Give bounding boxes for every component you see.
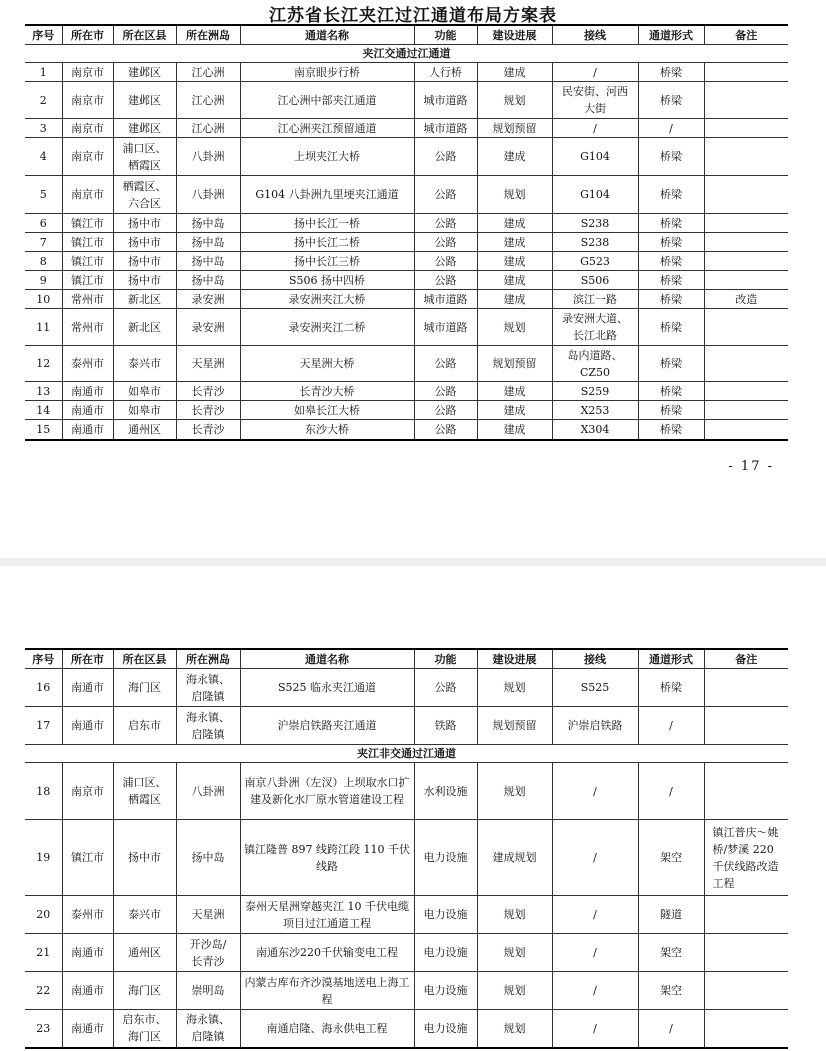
table-row — [25, 252, 788, 271]
table-cell: 天星洲大桥 — [240, 346, 414, 382]
table-cell: 录安洲 — [176, 309, 240, 346]
table-cell: 南京八卦洲（左汊）上坝取水口扩建及新化水厂原水管道建设工程 — [240, 763, 414, 820]
table-cell: 桥梁 — [638, 214, 704, 233]
table-cell: S506 扬中四桥 — [240, 271, 414, 290]
column-header: 建设进展 — [477, 649, 552, 669]
table-cell: 建邺区 — [113, 63, 176, 82]
table-cell — [704, 707, 788, 745]
table-cell: 桥梁 — [638, 669, 704, 707]
table-cell: 公路 — [414, 382, 477, 401]
column-header: 通道形式 — [638, 649, 704, 669]
table-cell — [704, 669, 788, 707]
table-cell: 录安洲夹江大桥 — [240, 290, 414, 309]
table-cell: 如皋市 — [113, 382, 176, 401]
column-header: 备注 — [704, 649, 788, 669]
table-cell: 17 — [25, 707, 62, 745]
table-cell: 江心洲 — [176, 119, 240, 138]
table-cell: 八卦洲 — [176, 176, 240, 214]
table-row — [25, 1010, 788, 1048]
table-cell: S238 — [552, 214, 638, 233]
table-row — [25, 271, 788, 290]
table-cell: 长青沙大桥 — [240, 382, 414, 401]
table-cell: 4 — [25, 138, 62, 176]
table-cell — [704, 63, 788, 82]
section-row — [25, 745, 788, 763]
table-cell: 南通市 — [62, 382, 113, 401]
table-cell — [704, 176, 788, 214]
table-cell: / — [552, 1010, 638, 1048]
table-row — [25, 420, 788, 440]
table-cell — [704, 233, 788, 252]
table-cell: 规划 — [477, 896, 552, 934]
table-cell: 崇明岛 — [176, 972, 240, 1010]
table-cell — [704, 401, 788, 420]
table-cell — [704, 934, 788, 972]
table-cell: 海门区 — [113, 972, 176, 1010]
table-cell: 江心洲中部夹江通道 — [240, 82, 414, 119]
table-cell: 扬中岛 — [176, 214, 240, 233]
table-cell: 镇江市 — [62, 820, 113, 896]
table-cell: 江心洲 — [176, 82, 240, 119]
table-cell: 桥梁 — [638, 233, 704, 252]
table-cell: 规划 — [477, 1010, 552, 1048]
table-cell: 公路 — [414, 138, 477, 176]
table-cell: 1 — [25, 63, 62, 82]
table-cell: 10 — [25, 290, 62, 309]
table-cell — [704, 972, 788, 1010]
column-header: 建设进展 — [477, 25, 552, 45]
table-cell: 桥梁 — [638, 290, 704, 309]
table-cell: 启东市、海门区 — [113, 1010, 176, 1048]
section-title: 夹江非交通过江通道 — [25, 745, 788, 763]
table-cell: G104 — [552, 176, 638, 214]
table-cell: 铁路 — [414, 707, 477, 745]
table-cell: 人行桥 — [414, 63, 477, 82]
table-cell — [704, 382, 788, 401]
table-cell: 内蒙古库布齐沙漠基地送电上海工程 — [240, 972, 414, 1010]
table-cell: 新北区 — [113, 290, 176, 309]
table-cell: 规划 — [477, 972, 552, 1010]
table-cell: 公路 — [414, 669, 477, 707]
table-cell: 公路 — [414, 233, 477, 252]
table-cell: G523 — [552, 252, 638, 271]
table-cell: 通州区 — [113, 420, 176, 440]
table-cell: 录安洲 — [176, 290, 240, 309]
table-cell: 架空 — [638, 820, 704, 896]
table-cell: 建成 — [477, 63, 552, 82]
table-cell: 扬中市 — [113, 820, 176, 896]
table-row — [25, 763, 788, 820]
table-row — [25, 119, 788, 138]
table-cell: 2 — [25, 82, 62, 119]
table-cell: 栖霞区、六合区 — [113, 176, 176, 214]
table-cell: 海门区 — [113, 669, 176, 707]
table-cell: 建成 — [477, 290, 552, 309]
table-cell: 桥梁 — [638, 346, 704, 382]
table-cell: 南京市 — [62, 63, 113, 82]
table-cell: 扬中长江二桥 — [240, 233, 414, 252]
table-cell — [704, 214, 788, 233]
table-cell: 扬中市 — [113, 271, 176, 290]
table-cell: 民安街、河西大街 — [552, 82, 638, 119]
table-cell: / — [552, 63, 638, 82]
table-row — [25, 896, 788, 934]
table-cell: 长青沙 — [176, 420, 240, 440]
table-cell: 公路 — [414, 401, 477, 420]
table-cell: 八卦洲 — [176, 138, 240, 176]
table-cell: 桥梁 — [638, 176, 704, 214]
table-cell: / — [638, 119, 704, 138]
table-cell: 镇江市 — [62, 271, 113, 290]
column-header: 所在区县 — [113, 649, 176, 669]
table-cell: 启东市 — [113, 707, 176, 745]
table-cell: 建邺区 — [113, 82, 176, 119]
table-cell: 泰兴市 — [113, 346, 176, 382]
table-cell: G104 — [552, 138, 638, 176]
table-cell: / — [638, 763, 704, 820]
table-cell: 通州区 — [113, 934, 176, 972]
table-cell: 八卦洲 — [176, 763, 240, 820]
table-cell: 架空 — [638, 934, 704, 972]
table-cell: S525 临永夹江通道 — [240, 669, 414, 707]
table-cell: 桥梁 — [638, 82, 704, 119]
table-cell — [704, 252, 788, 271]
table-cell: 上坝夹江大桥 — [240, 138, 414, 176]
table-cell: 架空 — [638, 972, 704, 1010]
table-cell: 11 — [25, 309, 62, 346]
table-cell: 扬中长江三桥 — [240, 252, 414, 271]
table-cell: 电力设施 — [414, 934, 477, 972]
table-cell: 南通市 — [62, 669, 113, 707]
table-cell: 规划 — [477, 669, 552, 707]
table-cell: 镇江普庆～姚桥/梦溪 220 千伏线路改造工程 — [704, 820, 788, 896]
table-cell: 海永镇、启隆镇 — [176, 669, 240, 707]
table-cell: 南通市 — [62, 1010, 113, 1048]
table-cell: 浦口区、栖霞区 — [113, 763, 176, 820]
table-cell: / — [552, 934, 638, 972]
table-row — [25, 669, 788, 707]
table-row — [25, 401, 788, 420]
table-cell: 江心洲夹江预留通道 — [240, 119, 414, 138]
column-header: 所在市 — [62, 25, 113, 45]
table-cell: 改造 — [704, 290, 788, 309]
table-cell: 规划 — [477, 763, 552, 820]
table-cell: 电力设施 — [414, 820, 477, 896]
table-cell: S238 — [552, 233, 638, 252]
table-cell: / — [552, 972, 638, 1010]
table-cell: 22 — [25, 972, 62, 1010]
table-cell: 规划预留 — [477, 707, 552, 745]
table-cell: 隧道 — [638, 896, 704, 934]
table-cell: 规划 — [477, 934, 552, 972]
table-cell: 桥梁 — [638, 309, 704, 346]
table-row — [25, 214, 788, 233]
table-cell: 常州市 — [62, 290, 113, 309]
table-cell: 浦口区、栖霞区 — [113, 138, 176, 176]
table-cell: 18 — [25, 763, 62, 820]
table-cell: 南通启隆、海永供电工程 — [240, 1010, 414, 1048]
table-cell: 天星洲 — [176, 896, 240, 934]
table-cell: 建成 — [477, 382, 552, 401]
table-cell: 镇江隆普 897 线跨江段 110 千伏线路 — [240, 820, 414, 896]
table-cell: 23 — [25, 1010, 62, 1048]
column-header: 所在洲岛 — [176, 25, 240, 45]
table-cell: 镇江市 — [62, 214, 113, 233]
table-cell: 建成规划 — [477, 820, 552, 896]
table-cell: 扬中岛 — [176, 271, 240, 290]
table-cell: 桥梁 — [638, 63, 704, 82]
section-title: 夹江交通过江通道 — [25, 45, 788, 63]
channel-table-page1 — [25, 24, 788, 441]
table-cell: 扬中市 — [113, 214, 176, 233]
table-cell — [704, 420, 788, 440]
column-header: 功能 — [414, 25, 477, 45]
table-cell: 20 — [25, 896, 62, 934]
table-cell: 建成 — [477, 233, 552, 252]
table-cell: 滨江一路 — [552, 290, 638, 309]
table-cell: 海永镇、启隆镇 — [176, 707, 240, 745]
column-header: 接线 — [552, 25, 638, 45]
table-row — [25, 346, 788, 382]
table-cell: 南通市 — [62, 934, 113, 972]
table-cell: 新北区 — [113, 309, 176, 346]
table-cell: G104 八卦洲九里埂夹江通道 — [240, 176, 414, 214]
table-cell: 6 — [25, 214, 62, 233]
table-cell: 8 — [25, 252, 62, 271]
table-cell: 南通东沙220千伏输变电工程 — [240, 934, 414, 972]
table-cell: 城市道路 — [414, 119, 477, 138]
page-divider — [0, 558, 826, 566]
table-cell: 南通市 — [62, 707, 113, 745]
table-cell: 扬中长江一桥 — [240, 214, 414, 233]
table-cell: 公路 — [414, 252, 477, 271]
table-cell: 扬中岛 — [176, 233, 240, 252]
table-cell: 城市道路 — [414, 290, 477, 309]
table-cell: 桥梁 — [638, 252, 704, 271]
table-cell: 建成 — [477, 420, 552, 440]
table-cell: 南京市 — [62, 138, 113, 176]
table-cell — [704, 119, 788, 138]
table-cell: 桥梁 — [638, 420, 704, 440]
channel-table-page2 — [25, 648, 788, 1049]
table-row — [25, 82, 788, 119]
column-header: 接线 — [552, 649, 638, 669]
table-cell: 9 — [25, 271, 62, 290]
table-row — [25, 138, 788, 176]
table-cell: 16 — [25, 669, 62, 707]
table-cell: / — [552, 119, 638, 138]
table-cell — [704, 309, 788, 346]
table-row — [25, 290, 788, 309]
table-cell: / — [552, 896, 638, 934]
table-cell: X304 — [552, 420, 638, 440]
table-cell: 常州市 — [62, 309, 113, 346]
table-cell: 12 — [25, 346, 62, 382]
table-cell: 城市道路 — [414, 82, 477, 119]
table-cell: 14 — [25, 401, 62, 420]
table-row — [25, 309, 788, 346]
column-header: 序号 — [25, 649, 62, 669]
table-cell: 南京市 — [62, 763, 113, 820]
table-cell: 岛内道路、CZ50 — [552, 346, 638, 382]
table-cell: S259 — [552, 382, 638, 401]
table-cell: 建成 — [477, 138, 552, 176]
table-cell: 南京市 — [62, 82, 113, 119]
table-header — [25, 25, 788, 45]
table-cell: / — [638, 707, 704, 745]
table-cell: 南京市 — [62, 119, 113, 138]
table-cell: 扬中岛 — [176, 820, 240, 896]
table-cell: 5 — [25, 176, 62, 214]
page-title: 江苏省长江夹江过江通道布局方案表 — [269, 6, 557, 26]
table-cell: 开沙岛/长青沙 — [176, 934, 240, 972]
table-cell: 录安洲夹江二桥 — [240, 309, 414, 346]
column-header: 通道形式 — [638, 25, 704, 45]
table-cell: 南通市 — [62, 420, 113, 440]
table-cell: 规划 — [477, 176, 552, 214]
table-cell: 建邺区 — [113, 119, 176, 138]
page-number: - 17 - — [728, 459, 774, 474]
table-row — [25, 382, 788, 401]
table-cell: 公路 — [414, 420, 477, 440]
table-cell: 南京市 — [62, 176, 113, 214]
table-cell: 规划预留 — [477, 119, 552, 138]
table-header — [25, 649, 788, 669]
table-cell: 桥梁 — [638, 271, 704, 290]
table-cell: 南通市 — [62, 972, 113, 1010]
table-cell: 镇江市 — [62, 233, 113, 252]
table-cell: 泰州天星洲穿越夹江 10 千伏电缆项目过江通道工程 — [240, 896, 414, 934]
table-cell: 南通市 — [62, 401, 113, 420]
table-cell: 19 — [25, 820, 62, 896]
table-cell: 沪崇启铁路 — [552, 707, 638, 745]
table-row — [25, 176, 788, 214]
table-cell — [704, 138, 788, 176]
table-cell: 公路 — [414, 271, 477, 290]
column-header: 备注 — [704, 25, 788, 45]
table-cell: 录安洲大道、长江北路 — [552, 309, 638, 346]
table-cell: 建成 — [477, 214, 552, 233]
table-cell: 电力设施 — [414, 896, 477, 934]
table-cell: 15 — [25, 420, 62, 440]
table-row — [25, 63, 788, 82]
table-cell: / — [552, 820, 638, 896]
column-header: 序号 — [25, 25, 62, 45]
table-cell: 泰州市 — [62, 896, 113, 934]
table-cell: S525 — [552, 669, 638, 707]
table-cell — [704, 763, 788, 820]
column-header: 通道名称 — [240, 25, 414, 45]
table-cell: 南京眼步行桥 — [240, 63, 414, 82]
table-row — [25, 972, 788, 1010]
table-cell — [704, 1010, 788, 1048]
table-cell: 7 — [25, 233, 62, 252]
table-cell: 规划预留 — [477, 346, 552, 382]
table-cell: 电力设施 — [414, 972, 477, 1010]
table-cell: 桥梁 — [638, 138, 704, 176]
table-cell: 沪崇启铁路夹江通道 — [240, 707, 414, 745]
column-header: 通道名称 — [240, 649, 414, 669]
table-cell: 如皋长江大桥 — [240, 401, 414, 420]
table-cell: 桥梁 — [638, 382, 704, 401]
table-cell: S506 — [552, 271, 638, 290]
table-cell: 水利设施 — [414, 763, 477, 820]
table-cell: / — [638, 1010, 704, 1048]
table-cell: 泰兴市 — [113, 896, 176, 934]
table-cell: 建成 — [477, 401, 552, 420]
table-cell: 桥梁 — [638, 401, 704, 420]
table-cell — [704, 896, 788, 934]
table-cell: / — [552, 763, 638, 820]
table-cell: 13 — [25, 382, 62, 401]
table-cell: 公路 — [414, 214, 477, 233]
table-cell: 扬中市 — [113, 252, 176, 271]
table-cell — [704, 271, 788, 290]
table-cell: 建成 — [477, 271, 552, 290]
table-cell: 天星洲 — [176, 346, 240, 382]
table-cell: 东沙大桥 — [240, 420, 414, 440]
column-header: 所在市 — [62, 649, 113, 669]
table-cell: 海永镇、启隆镇 — [176, 1010, 240, 1048]
table-row — [25, 934, 788, 972]
table-cell: 泰州市 — [62, 346, 113, 382]
table-cell: 3 — [25, 119, 62, 138]
table-cell: 电力设施 — [414, 1010, 477, 1048]
table-cell: 21 — [25, 934, 62, 972]
column-header: 所在洲岛 — [176, 649, 240, 669]
table-cell — [704, 346, 788, 382]
table-cell: 长青沙 — [176, 382, 240, 401]
table-cell: 规划 — [477, 309, 552, 346]
column-header: 所在区县 — [113, 25, 176, 45]
table-cell: 公路 — [414, 346, 477, 382]
table-cell: 建成 — [477, 252, 552, 271]
table-cell: 长青沙 — [176, 401, 240, 420]
table-row — [25, 820, 788, 896]
table-cell: 镇江市 — [62, 252, 113, 271]
table-cell: X253 — [552, 401, 638, 420]
table-row — [25, 707, 788, 745]
table-row — [25, 233, 788, 252]
table-cell: 如皋市 — [113, 401, 176, 420]
section-row — [25, 45, 788, 63]
page-18 — [0, 566, 826, 1051]
table-cell — [704, 82, 788, 119]
table-cell: 扬中市 — [113, 233, 176, 252]
table-cell: 公路 — [414, 176, 477, 214]
table-cell: 城市道路 — [414, 309, 477, 346]
table-cell: 江心洲 — [176, 63, 240, 82]
table-cell: 扬中岛 — [176, 252, 240, 271]
column-header: 功能 — [414, 649, 477, 669]
table-cell: 规划 — [477, 82, 552, 119]
